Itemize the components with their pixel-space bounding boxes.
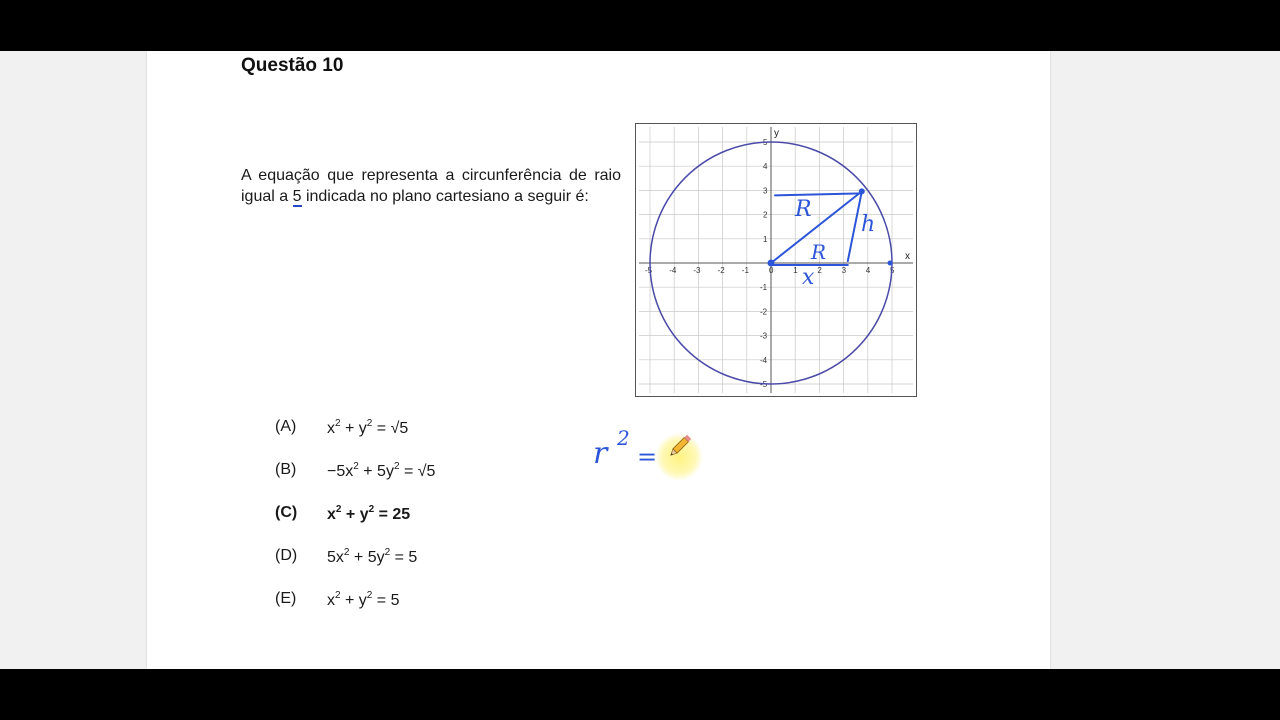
x-tick-label: 4 <box>865 266 871 275</box>
hw-label-R-small: R <box>811 240 827 264</box>
side-note-eq: = <box>637 443 658 471</box>
x-tick-label: 0 <box>769 266 774 275</box>
x-tick-label: -1 <box>741 266 749 275</box>
y-tick-label: 4 <box>763 162 768 172</box>
document-viewport[interactable] <box>0 51 1280 669</box>
cartesian-graph <box>635 123 917 397</box>
option-e-letter: (E) <box>275 590 297 607</box>
side-note-r: r <box>593 436 608 471</box>
hw-label-h: h <box>861 212 876 237</box>
option-a-letter: (A) <box>275 418 297 435</box>
x-tick-label: -2 <box>717 266 725 275</box>
hw-x5-dot <box>888 261 893 266</box>
statement-text-1: A equação que representa a circunferência de raio igual a <box>241 167 621 205</box>
x-tick-label: 3 <box>841 266 847 275</box>
hw-label-x: x <box>802 265 815 290</box>
option-c-letter: (C) <box>275 504 298 521</box>
y-tick-label: 1 <box>763 234 768 244</box>
option-b-letter: (B) <box>275 461 297 478</box>
y-tick-label: 5 <box>763 138 768 147</box>
x-tick-label: -3 <box>693 266 701 275</box>
statement-text-2: indicada no plano cartesiano a seguir é: <box>301 188 589 205</box>
y-axis-label: y <box>774 128 779 139</box>
question-title: Questão 10 <box>241 55 344 76</box>
y-tick-label: -4 <box>760 355 768 365</box>
option-d-equation: $5x^2 + 5y^2 = 5$ <box>327 547 418 566</box>
handwritten-side-note <box>587 415 707 485</box>
y-tick-label: -5 <box>760 380 768 389</box>
document-page <box>147 51 1050 669</box>
x-tick-label: 5 <box>890 266 895 275</box>
x-axis-label: x <box>905 251 910 262</box>
hw-origin-dot <box>768 260 775 267</box>
x-tick-label: 1 <box>793 266 798 275</box>
y-tick-label: 2 <box>763 210 768 220</box>
option-e-equation: $x^2 + y^2 = 5$ <box>327 590 400 609</box>
hw-label-R: R <box>795 197 812 222</box>
x-tick-label: -5 <box>645 266 653 275</box>
option-a-equation: $x^2 + y^2 = √5$ <box>327 418 409 437</box>
option-d-letter: (D) <box>275 547 298 564</box>
hw-point-dot <box>859 188 865 194</box>
question-statement <box>241 165 621 207</box>
statement-radius-value: 5 <box>292 188 302 205</box>
cursor-highlight <box>655 433 703 481</box>
y-tick-label: 3 <box>763 186 768 196</box>
y-tick-label: -2 <box>760 307 768 317</box>
side-note-exp: 2 <box>617 426 630 450</box>
x-tick-label: 2 <box>817 266 822 275</box>
option-b-equation: $-5x^2 + 5y^2 = √5$ <box>327 461 436 480</box>
y-tick-label: -3 <box>760 331 768 341</box>
y-tick-label: -1 <box>760 283 768 293</box>
x-tick-label: -4 <box>669 266 677 275</box>
option-c-equation: $x^2 + y^2 = 25$ <box>327 504 411 523</box>
